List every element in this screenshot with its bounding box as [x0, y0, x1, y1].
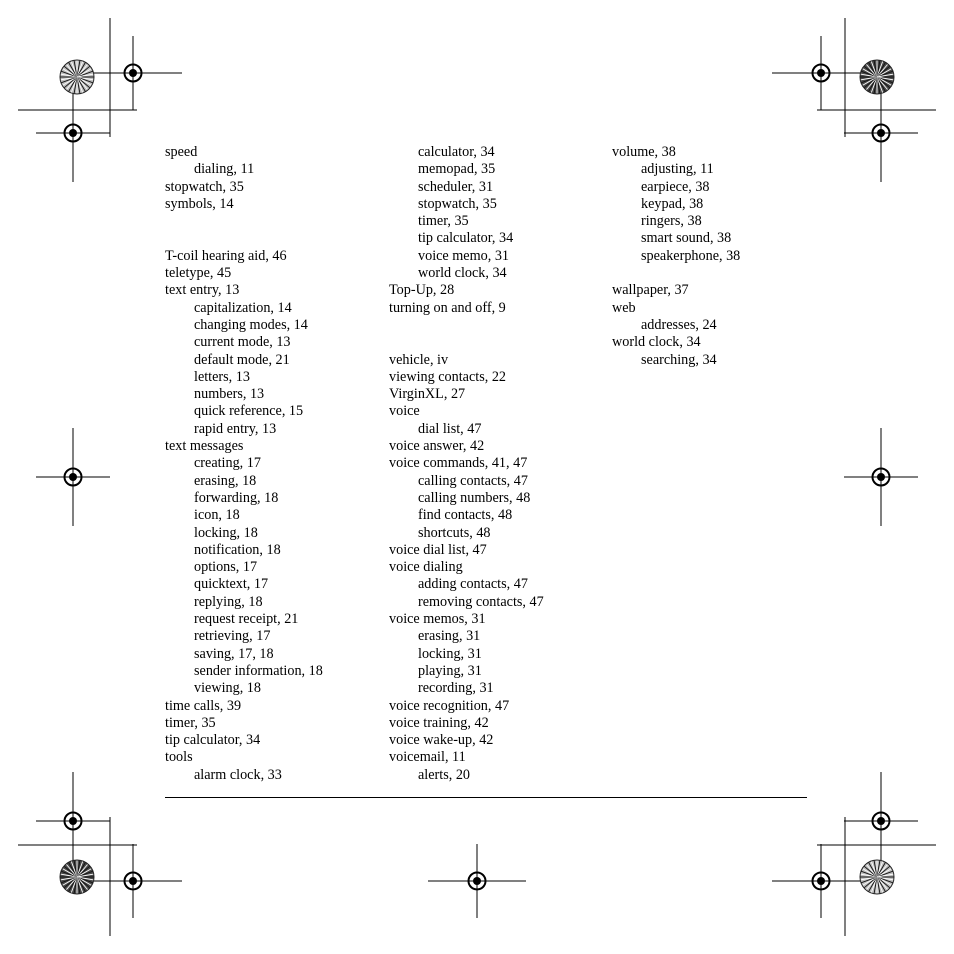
- index-subentry: world clock, 34: [418, 265, 507, 282]
- index-entry: T-coil hearing aid, 46: [165, 247, 287, 264]
- index-entry: wallpaper, 37: [612, 282, 689, 299]
- index-subentry: recording, 31: [418, 680, 494, 697]
- index-subentry: request receipt, 21: [194, 611, 299, 628]
- index-subentry: changing modes, 14: [194, 316, 308, 333]
- registration-target-center: [817, 877, 825, 885]
- index-subentry: saving, 17, 18: [194, 645, 274, 662]
- index-subentry: dialing, 11: [194, 161, 255, 178]
- registration-target-center: [817, 69, 825, 77]
- index-subentry: playing, 31: [418, 662, 482, 679]
- index-subentry: options, 17: [194, 559, 258, 576]
- index-entry: voice memos, 31: [389, 611, 486, 628]
- index-entry: voice wake-up, 42: [389, 732, 494, 749]
- index-subentry: smart sound, 38: [641, 230, 732, 247]
- index-subentry: keypad, 38: [641, 195, 704, 212]
- index-subentry: alarm clock, 33: [194, 766, 282, 783]
- index-entry: VirginXL, 27: [389, 386, 466, 403]
- index-subentry: locking, 18: [194, 524, 258, 541]
- index-subentry: numbers, 13: [194, 386, 265, 403]
- index-entry: text entry, 13: [165, 282, 240, 299]
- index-subentry: find contacts, 48: [418, 507, 513, 524]
- registration-target-center: [129, 69, 137, 77]
- index-subentry: memopad, 35: [418, 161, 496, 178]
- index-subentry: retrieving, 17: [194, 628, 271, 645]
- index-subentry: scheduler, 31: [418, 178, 494, 195]
- index-entry: voicemail, 11: [389, 749, 466, 766]
- index-entry: teletype, 45: [165, 265, 232, 282]
- index-entry: turning on and off, 9: [389, 299, 506, 316]
- index-subentry: dial list, 47: [418, 420, 482, 437]
- index-subentry: ringers, 38: [641, 213, 702, 230]
- index-entry: stopwatch, 35: [165, 178, 244, 195]
- index-spacer: [165, 213, 323, 230]
- registration-target-center: [69, 129, 77, 137]
- registration-target-center: [877, 817, 885, 825]
- registration-target-center: [129, 877, 137, 885]
- index-entry: web: [612, 299, 636, 316]
- index-subentry: alerts, 20: [418, 766, 471, 783]
- index-subentry: forwarding, 18: [194, 489, 279, 506]
- index-entry: voice: [389, 403, 420, 420]
- index-subentry: searching, 34: [641, 351, 717, 368]
- index-subentry: creating, 17: [194, 455, 261, 472]
- index-entry: tools: [165, 749, 193, 766]
- index-subentry: timer, 35: [418, 213, 469, 230]
- index-entry: world clock, 34: [612, 334, 701, 351]
- registration-target-center: [69, 817, 77, 825]
- index-entry: vehicle, iv: [389, 351, 449, 368]
- index-entry: viewing contacts, 22: [389, 368, 507, 385]
- index-entry: timer, 35: [165, 714, 216, 731]
- color-star-target-icon: [860, 860, 894, 894]
- index-subentry: adjusting, 11: [641, 161, 714, 178]
- index-subentry: tip calculator, 34: [418, 230, 514, 247]
- index-entry: symbols, 14: [165, 195, 234, 212]
- index-subentry: calling contacts, 47: [418, 472, 528, 489]
- index-subentry: letters, 13: [194, 368, 250, 385]
- index-subentry: notification, 18: [194, 541, 281, 558]
- registration-target-center: [877, 129, 885, 137]
- index-entry: voice answer, 42: [389, 438, 485, 455]
- index-subentry: viewing, 18: [194, 680, 261, 697]
- index-column-1: [165, 144, 323, 784]
- index-subentry: earpiece, 38: [641, 178, 710, 195]
- index-spacer: [612, 265, 740, 282]
- color-star-target-icon: [860, 60, 894, 94]
- index-entry: voice commands, 41, 47: [389, 455, 528, 472]
- index-entry: voice dial list, 47: [389, 541, 487, 558]
- index-subentry: icon, 18: [194, 507, 240, 524]
- index-subentry: addresses, 24: [641, 316, 717, 333]
- index-subentry: rapid entry, 13: [194, 420, 277, 437]
- index-entry: volume, 38: [612, 144, 676, 160]
- index-entry: tip calculator, 34: [165, 732, 261, 749]
- index-subentry: calculator, 34: [418, 144, 495, 160]
- index-subentry: quicktext, 17: [194, 576, 269, 593]
- index-subentry: stopwatch, 35: [418, 195, 497, 212]
- index-entry: voice recognition, 47: [389, 697, 510, 714]
- registration-target-center: [473, 877, 481, 885]
- index-subentry: voice memo, 31: [418, 247, 510, 264]
- index-subentry: shortcuts, 48: [418, 524, 491, 541]
- index-subentry: current mode, 13: [194, 334, 291, 351]
- index-subentry: sender information, 18: [194, 662, 323, 679]
- index-subentry: replying, 18: [194, 593, 263, 610]
- index-subentry: quick reference, 15: [194, 403, 304, 420]
- index-spacer: [389, 334, 544, 351]
- index-entry: speed: [165, 144, 198, 160]
- index-subentry: erasing, 31: [418, 628, 481, 645]
- index-subentry: speakerphone, 38: [641, 247, 741, 264]
- registration-target-center: [877, 473, 885, 481]
- index-entry: time calls, 39: [165, 697, 242, 714]
- index-column-3: [612, 144, 740, 369]
- index-spacer: [165, 230, 323, 247]
- index-subentry: locking, 31: [418, 645, 482, 662]
- index-entry: text messages: [165, 438, 244, 455]
- index-subentry: adding contacts, 47: [418, 576, 528, 593]
- index-entry: voice training, 42: [389, 714, 489, 731]
- index-subentry: default mode, 21: [194, 351, 290, 368]
- color-star-target-icon: [60, 860, 94, 894]
- index-subentry: erasing, 18: [194, 472, 257, 489]
- index-spacer: [389, 317, 544, 334]
- index-entry: Top-Up, 28: [389, 282, 455, 299]
- index-column-2: [389, 144, 544, 784]
- index-entry: voice dialing: [389, 559, 463, 576]
- index-subentry: calling numbers, 48: [418, 489, 531, 506]
- color-star-target-icon: [60, 60, 94, 94]
- registration-target-center: [69, 473, 77, 481]
- footer-rule: [165, 797, 807, 798]
- index-subentry: capitalization, 14: [194, 299, 292, 316]
- index-subentry: removing contacts, 47: [418, 593, 544, 610]
